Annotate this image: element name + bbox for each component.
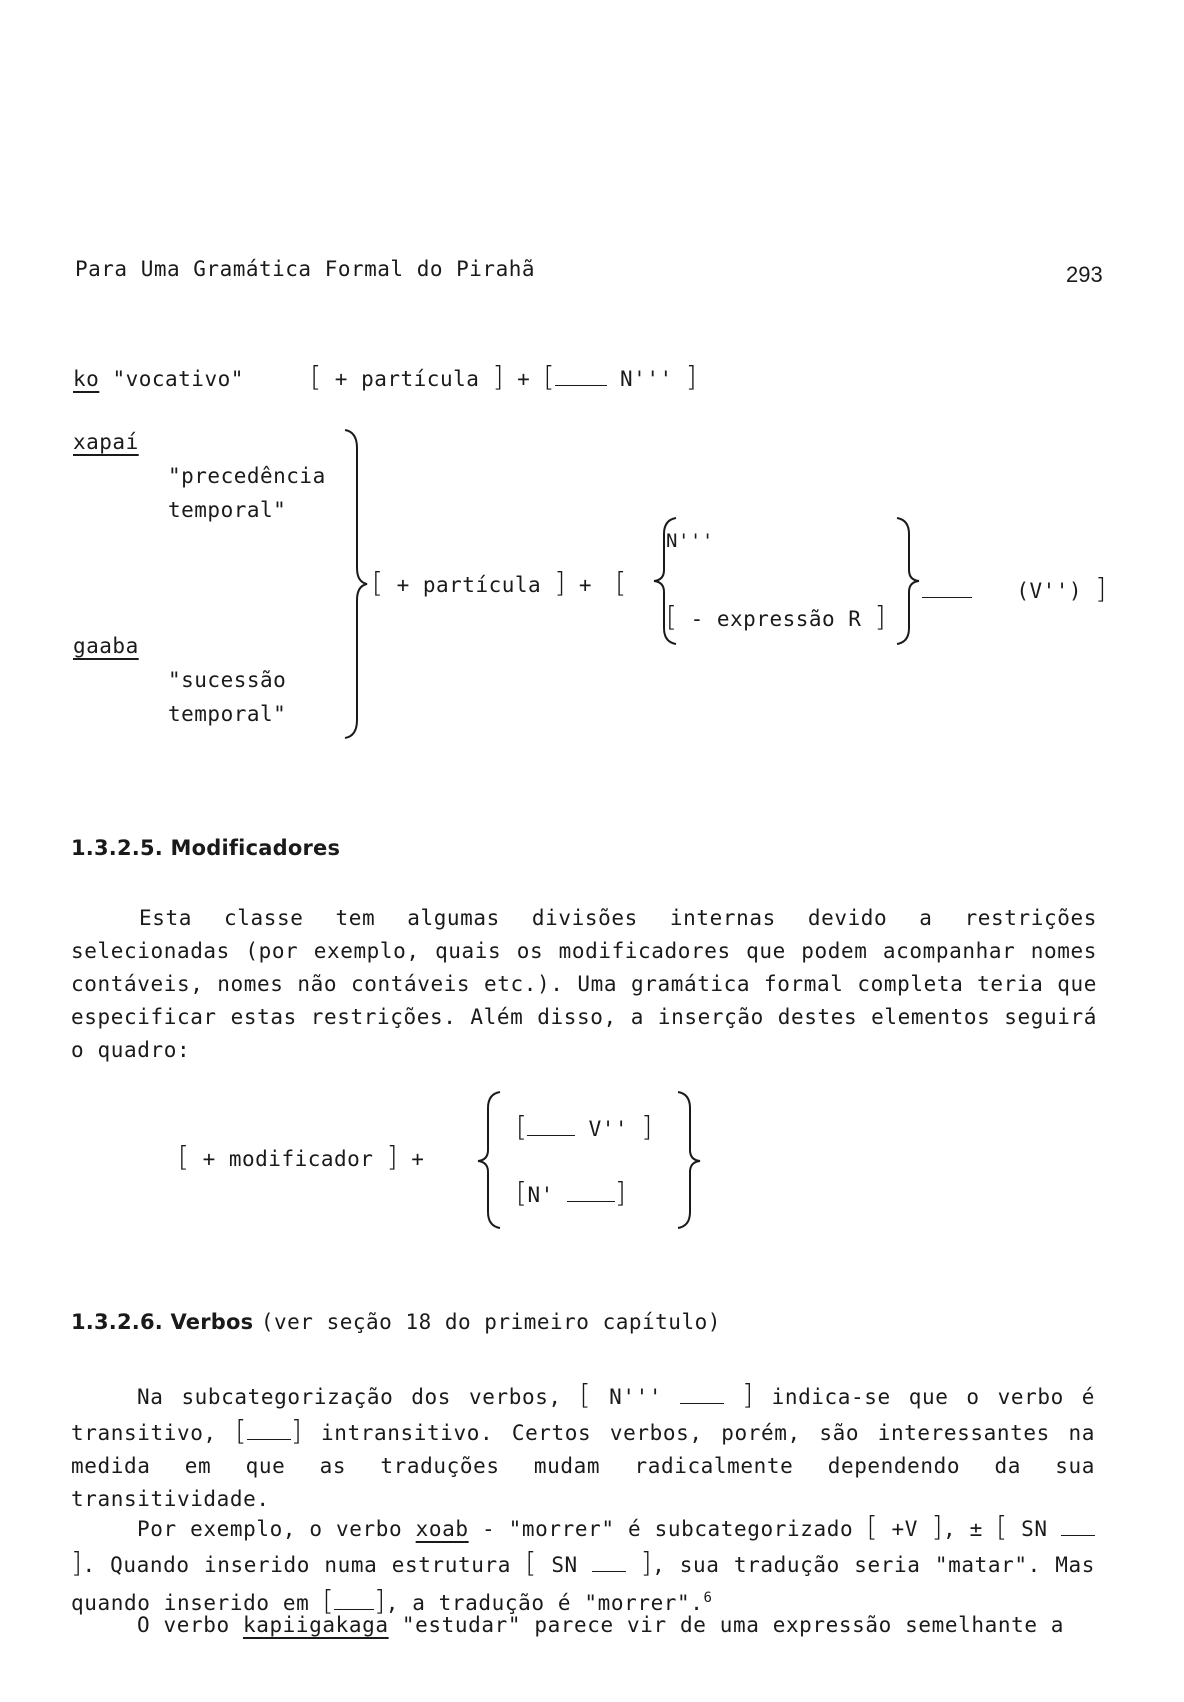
- rule-ko: ko "vocativo" [ + partícula ] + [ N''' ]: [73, 360, 698, 393]
- rule-ko-gloss: "vocativo": [112, 367, 244, 391]
- paragraph-verbos-2: Por exemplo, o verbo xoab - "morrer" é subcategorizado [ +V ], ± [ SN ]. Quando inserido numa estrutura [ SN ], sua tradução seria "matar". Mas quando inserido em [ ], a tradução é "morrer".$^6$: [71, 1510, 1095, 1617]
- paragraph-verbos-3: O verbo kapiigakaga "estudar" parece vir de uma expressão semelhante a: [137, 1613, 1065, 1637]
- rule-modificador-option2: [N' ]: [516, 1176, 627, 1209]
- paragraph-verbos-1: Na subcategorização dos verbos, [ N''' ] indica-se que o verbo é transitivo, [ ] intransitivo. Certos verbos, porém, são interessantes na medida em que as traduções mudam radicalmente dependendo da sua transitividade.: [71, 1378, 1096, 1511]
- right-brace-options: [895, 516, 921, 646]
- word-kapiigakaga: kapiigakaga: [242, 1613, 389, 1637]
- rule-ko-plus: +: [517, 367, 531, 391]
- rule-xapai-gloss-line1: "precedência: [168, 464, 326, 488]
- rule-gaaba-gloss-line1: "sucessão: [168, 668, 287, 692]
- rule-xapai-feature: [ + partícula ] + [: [372, 566, 627, 599]
- section-verbos-heading: 1.3.2.6. Verbos (ver seção 18 do primeiro capítulo): [71, 1310, 721, 1334]
- paragraph-modificadores: Esta classe tem algumas divisões internas devido a restrições selecionadas (por exemplo, quais os modificadores que podem acompanhar nomes contáveis, nomes não contáveis etc.). Uma gramática formal completa teria que especificar estas restrições. Além disso, a inserção destes elementos seguirá o quadro:: [71, 906, 1097, 1062]
- running-title: Para Uma Gramática Formal do Pirahã: [75, 257, 536, 281]
- rule-gaaba-gloss-line2: temporal": [168, 702, 287, 726]
- page-number: 293: [1066, 262, 1103, 287]
- rule-xapai-option2: [ - expressão R ]: [666, 600, 887, 633]
- rule-ko-complement: N''': [620, 367, 673, 391]
- right-brace-modificador: [676, 1090, 702, 1230]
- rule-ko-feature: + partícula: [334, 367, 480, 391]
- section-verbos-note: (ver seção 18 do primeiro capítulo): [260, 1310, 721, 1334]
- rule-xapai-tail: (V'') ]: [922, 572, 1107, 605]
- rule-gaaba-word: gaaba: [73, 634, 139, 658]
- rule-xapai-gloss-line2: temporal": [168, 498, 287, 522]
- rule-modificador-option1: [ V'' ]: [516, 1110, 653, 1143]
- rule-xapai-plus: +: [578, 573, 593, 597]
- rule-modificador: [ + modificador ] +: [178, 1140, 425, 1173]
- rule-ko-word: ko: [73, 367, 100, 391]
- section-modificadores-heading: 1.3.2.5. Modificadores: [71, 836, 341, 860]
- rule-xapai-word: xapaí: [73, 430, 139, 454]
- right-brace-large: [343, 428, 373, 740]
- rule-xapai-option1: N''': [666, 530, 714, 552]
- word-xoab: xoab: [415, 1517, 469, 1541]
- footnote-marker: 6: [703, 1590, 713, 1606]
- left-brace-modificador: [476, 1090, 502, 1230]
